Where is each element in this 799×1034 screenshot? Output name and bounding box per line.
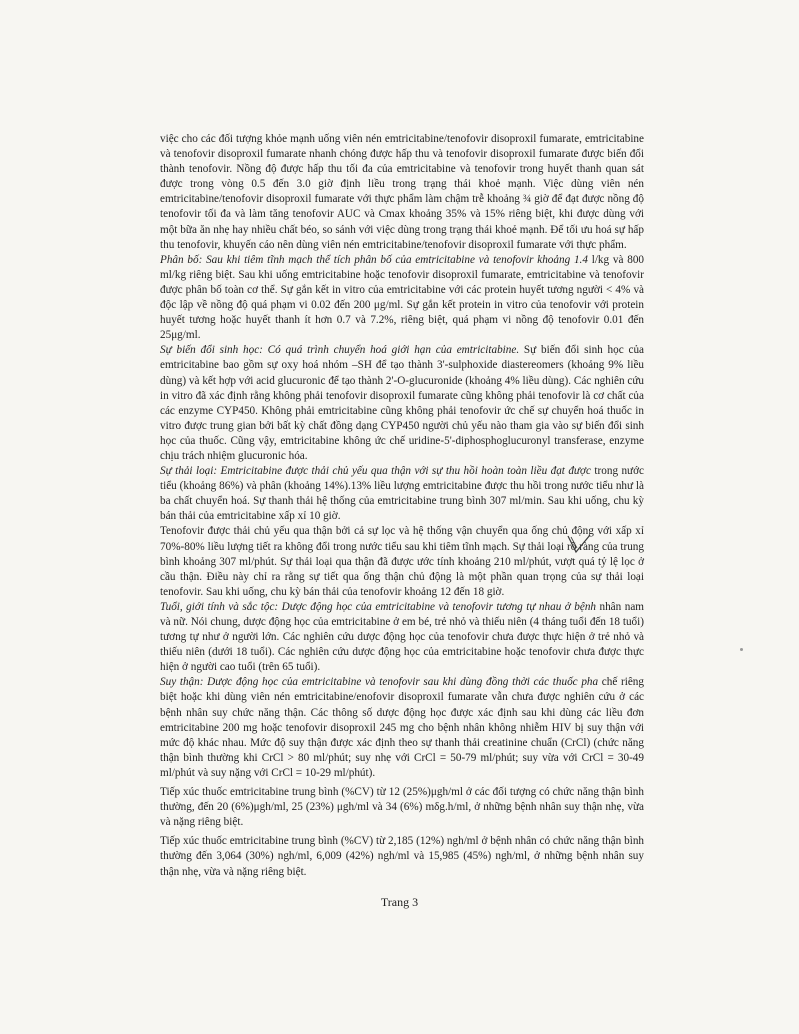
paragraph-tenofovir-elimination: Tenofovir được thải chủ yếu qua thận bởi cả sự lọc và hệ thống vận chuyển qua ống chủ động với xấp xỉ 70%-80% liều lượng tiết ra không đổi trong nước tiểu sau khi tiêm tĩnh mạch. Sự thải loại rõ ràng của trung bình khoảng 307 ml/phút. Sự thải loại qua thận đã được ước tính khoảng 210 ml/phút, vượt quá tỷ lệ lọc ở cầu thận. Điều này chỉ ra rằng sự tiết qua ống thận chủ động là một phần quan trọng của sự thải loại tenofovir. Sau khi uống, chu kỳ bán thải của tenofovir khoảng 12 đến 18 giờ. [160,525,644,598]
section-lead-age-gender: Tuổi, giới tính và sắc tộc: Dược động học của emtricitabine và tenofovir tương tự nhau ở bệnh [160,600,597,613]
paragraph-distribution: Phân bố: Sau khi tiêm tĩnh mạch thể tích phân bố của emtricitabine và tenofovir khoảng 1.4 l/kg và 800 ml/kg riêng biệt. Sau khi uống emtricitabine hoặc tenofovir disoproxil fumarate, emtricitabine và tenofovir được phân bố toàn cơ thể. Sự gắn kết in vitro của emtricitabine với các protein huyết tương người < 4% và độc lập về nồng độ quá phạm vi 0.02 đến 200 μg/ml. Sự gắn kết protein in vitro của tenofovir với protein huyết tương hoặc huyết thanh ít hơn 0.7 và 7.2%, riêng biệt, quá phạm vi nồng độ tenofovir 0.01 đến 25μg/ml. [160,253,645,342]
paragraph-emtricitabine-exposure: Tiếp xúc thuốc emtricitabine trung bình (%CV) từ 12 (25%)μgh/ml ở các đối tượng có chức năng thận bình thường, đến 20 (6%)μgh/ml, 25 (23%) μgh/ml và 34 (6%) mδg.h/ml, ở những bệnh nhân suy thận nhẹ, vừa và nặng riêng biệt. [160,786,644,829]
paragraph-age-gender: Tuổi, giới tính và sắc tộc: Dược động học của emtricitabine và tenofovir tương tự nhau ở bệnh nhân nam và nữ. Nói chung, dược động học của emtricitabine ở em bé, trẻ nhỏ và thiếu niên (4 tháng tuổi đến 18 tuổi) tương tự như ở người lớn. Các nghiên cứu dược động học của tenofovir chưa được thực hiện ở trẻ nhỏ và thiếu niên (dưới 18 tuổi). Các nghiên cứu dược động học của emtricitabine hoặc tenofovir chưa được thực hiện ở người cao tuổi (trên 65 tuổi). [160,600,644,674]
paragraph-renal-impairment: Suy thận: Dược động học của emtricitabine và tenofovir sau khi dùng đồng thời các thuốc pha chế riêng biệt hoặc khi dùng viên nén emtricitabine/enofovir disoproxil fumarate vẫn chưa được nghiên cứu ở các bệnh nhân suy chức năng thận. Các thông số dược động học được xác định sau khi dùng các liều đơn emtricitabine 200 mg hoặc tenofovir disoproxil 245 mg cho bệnh nhân không nhiễm HIV bị suy thận với mức độ khác nhau. Mức độ suy thận được xác định theo sự thanh thải creatinine chuẩn (CrCl) (chức năng thận bình thường khi CrCl > 80 ml/phút; suy nhẹ với CrCl = 50-79 ml/phút; suy vừa với CrCl = 30-49 ml/phút và suy nặng với CrCl = 10-29 ml/phút). [160,676,644,779]
section-lead-biotransformation: Sự biến đổi sinh học: Có quá trình chuyển hoá giới hạn của emtricitabine. [160,344,520,357]
paragraph-biotransformation: Sự biến đổi sinh học: Có quá trình chuyển hoá giới hạn của emtricitabine. Sự biến đổi sinh học của emtricitabine bao gồm sự oxy hoá nhóm –SH để tạo thành 3'-sulphoxide diastereomers (khoảng 9% liều dùng) và kết hợp với acid glucuronic để tạo thành 2'-O-glucuronide (khoảng 4% liều dùng). Các nghiên cứu in vitro đã xác định rằng không phải tenofovir disoproxil fumarate cũng không phải tenofovir là cơ chất của các enzyme CYP450. Không phải emtricitabine cũng không phải tenofovir ức chế sự chuyển hoá thuốc in vitro được trung gian bởi bất kỳ chất đồng dạng CYP450 người chủ yếu nào tham gia vào sự biến đổi sinh học của thuốc. Cũng vậy, emtricitabine không ức chế uridine-5'-diphosphoglucuronyl transferase, enzyme chịu trách nhiệm glucuronic hóa. [160,344,645,462]
paragraph-elimination: Sự thải loại: Emtricitabine được thải chủ yếu qua thận với sự thu hồi hoàn toàn liều đạt được trong nước tiểu (khoảng 86%) và phân (khoảng 14%).13% liều lượng emtricitabine được thu hồi trong nước tiểu như là ba chất chuyển hoá. Sự thanh thải hệ thống của emtricitabine trung bình 307 ml/min. Sau khi uống, chu kỳ bán thải của emtricitabine xấp xỉ 10 giờ. [160,465,645,523]
body-text [160,132,644,880]
section-lead-elimination: Sự thải loại: Emtricitabine được thải chủ yếu qua thận với sự thu hồi hoàn toàn liều đạt được [160,465,591,478]
paragraph-absorption: việc cho các đối tượng khỏe mạnh uống viên nén emtricitabine/tenofovir disoproxil fumarate, emtricitabine và tenofovir disoproxil fumarate nhanh chóng được hấp thu và tenofovir disoproxil fumarate được biến đổi thành tenofovir. Nồng độ được hấp thu tối đa của emtricitabine và tenofovir trong huyết thanh quan sát được trong vòng 0.5 đến 3.0 giờ định liều trong trạng thái khoẻ mạnh. Việc dùng viên nén emtricitabine/tenofovir disoproxil fumarate với thực phẩm làm chậm trễ khoảng ¾ giờ để đạt được nồng độ tenofovir tối đa và làm tăng tenofovir AUC và Cmax khoảng 35% và 15% riêng biệt, khi được dùng với một bữa ăn nhẹ hay nhiều chất béo, so sánh với việc dùng trong trạng thái khoẻ mạnh. Để tối ưu hoá sự hấp thu tenofovir, khuyến cáo nên dùng viên nén emtricitabine/tenofovir disoproxil fumarate với thực phẩm. [160,133,644,251]
scan-speck [740,648,743,651]
page-number: Trang 3 [380,895,419,909]
paragraph-exposure-ngh: Tiếp xúc thuốc emtricitabine trung bình (%CV) từ 2,185 (12%) ngh/ml ở bệnh nhân có chức năng thận bình thường đến 3,064 (30%) ngh/ml, 6,009 (42%) ngh/ml và 15,985 (45%) ngh/ml, ở những bệnh nhân suy thận nhẹ, vừa và nặng riêng biệt. [160,835,644,878]
handwritten-check-mark [566,534,592,556]
section-lead-renal-impairment: Suy thận: Dược động học của emtricitabine và tenofovir sau khi dùng đồng thời các thuốc pha [160,676,599,689]
section-lead-distribution: Phân bố: Sau khi tiêm tĩnh mạch thể tích phân bố của emtricitabine và tenofovir khoảng 1.4 [160,253,588,266]
